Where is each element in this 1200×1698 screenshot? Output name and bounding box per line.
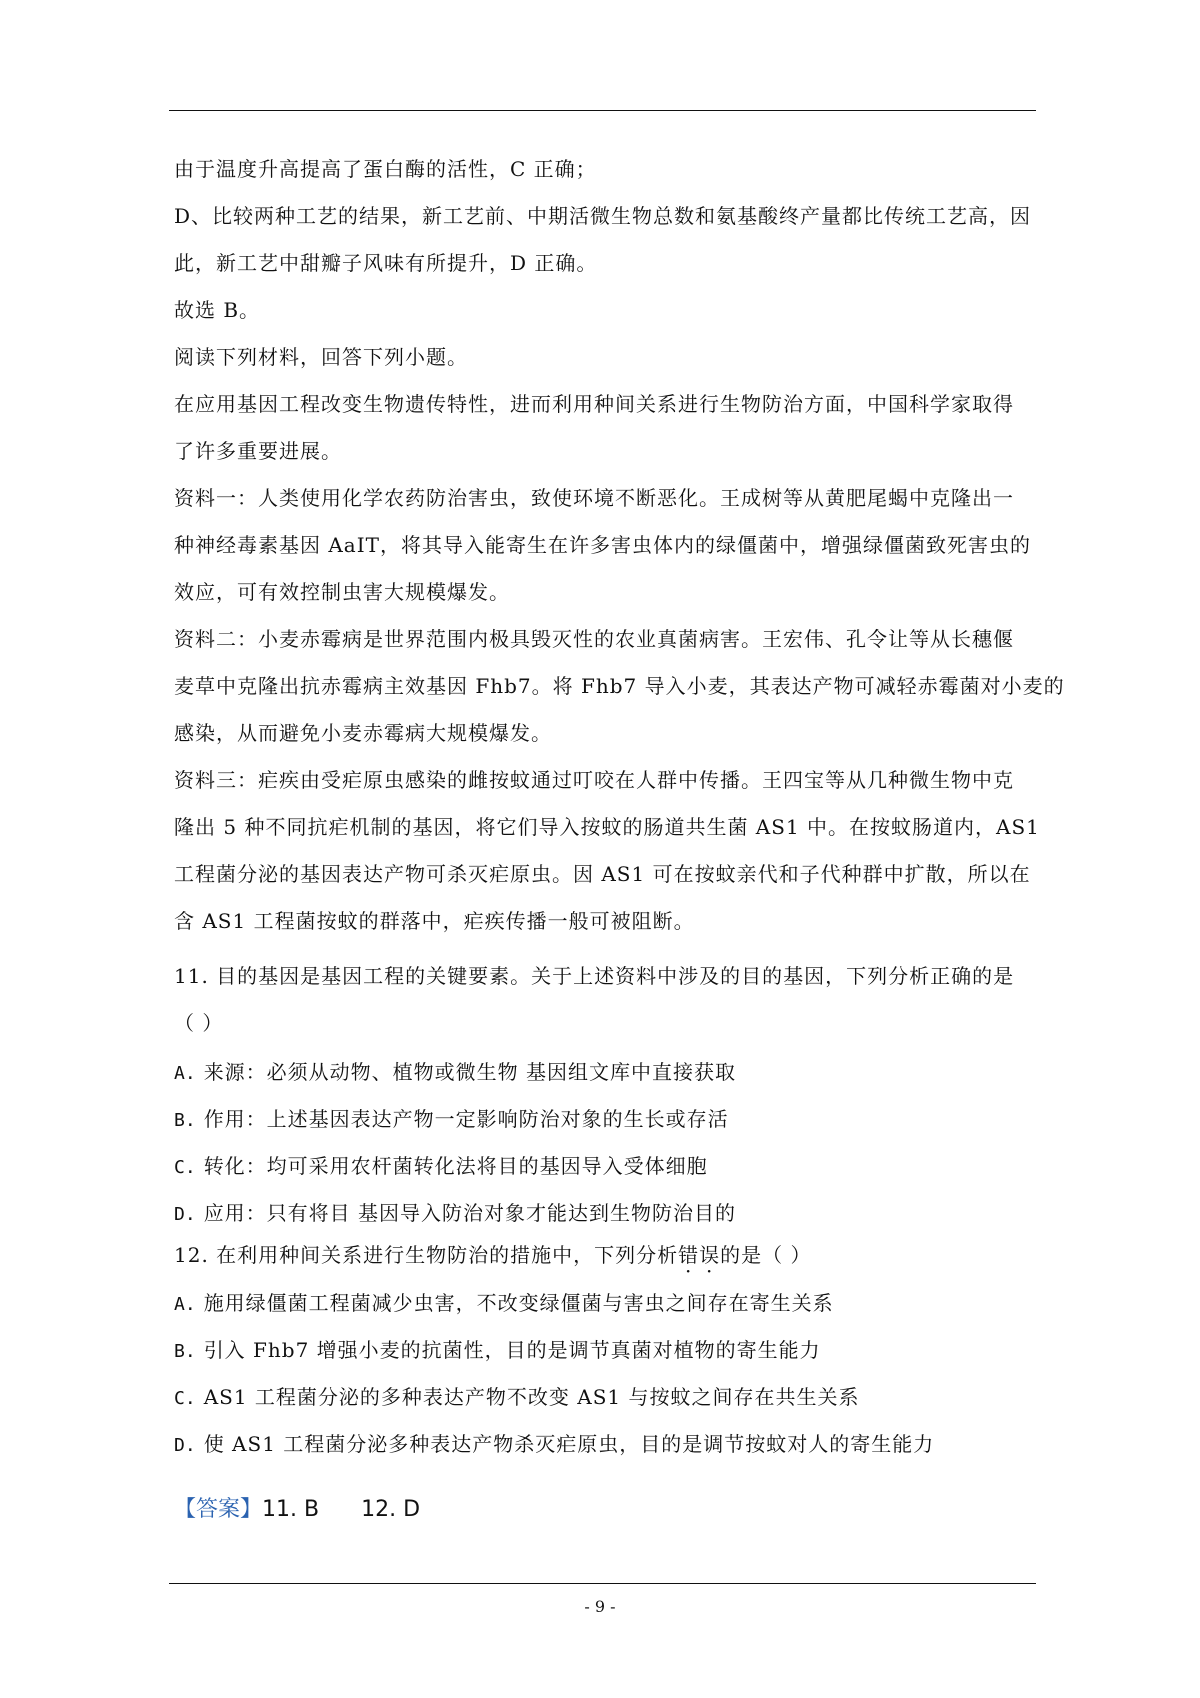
option-label: A. [174,1294,196,1315]
option-label: A. [174,1063,196,1084]
option-label: D. [174,1435,196,1456]
question-12-option-d [174,1428,934,1457]
stem-text: 的是（ ） [720,1243,812,1267]
option-text: 转化：均可采用农杆菌转化法将目的基因导入受体细胞 [203,1154,708,1178]
paragraph-line: 资料一：人类使用化学农药防治害虫，致使环境不断恶化。王成树等从黄肥尾蝎中克隆出一 [174,486,1014,510]
footer-rule [169,1583,1036,1584]
question-11-option-c [174,1150,708,1179]
option-label: C. [174,1157,196,1178]
paragraph-line: 资料三：疟疾由受疟原虫感染的雌按蚊通过叮咬在人群中传播。王四宝等从几种微生物中克 [174,768,1014,792]
option-text: 来源：必须从动物、植物或微生物 基因组文库中直接获取 [203,1060,737,1084]
paragraph-line: 隆出 5 种不同抗疟机制的基因，将它们导入按蚊的肠道共生菌 AS1 中。在按蚊肠道内，AS1 [174,815,1040,839]
paragraph-line: 故选 B。 [174,298,261,322]
emphasis-char: 误 [699,1243,721,1267]
option-text: 使 AS1 工程菌分泌多种表达产物杀灭疟原虫，目的是调节按蚊对人的寄生能力 [203,1432,935,1456]
emphasis-char: 错 [678,1243,700,1267]
paragraph-line: 效应，可有效控制虫害大规模爆发。 [174,580,510,604]
paragraph-line: 资料二：小麦赤霉病是世界范围内极具毁灭性的农业真菌病害。王宏伟、孔令让等从长穗偃 [174,627,1014,651]
option-label: B. [174,1110,196,1131]
paragraph-line: 感染，从而避免小麦赤霉病大规模爆发。 [174,721,552,745]
option-label: B. [174,1341,196,1362]
option-text: 应用：只有将目 基因导入防治对象才能达到生物防治目的 [203,1201,737,1225]
paragraph-line: 含 AS1 工程菌按蚊的群落中，疟疾传播一般可被阻断。 [174,909,695,933]
question-11-option-a [174,1056,736,1085]
paragraph-line: 工程菌分泌的基因表达产物可杀灭疟原虫。因 AS1 可在按蚊亲代和子代种群中扩散，所以在 [174,862,1031,886]
option-text: 引入 Fhb7 增强小麦的抗菌性，目的是调节真菌对植物的寄生能力 [203,1338,821,1362]
question-11-paren: （ ） [174,1011,224,1035]
answer-line [174,1492,420,1523]
paragraph-line: 在应用基因工程改变生物遗传特性，进而利用种间关系进行生物防治方面，中国科学家取得 [174,392,1014,416]
paragraph-line: 阅读下列材料，回答下列小题。 [174,345,468,369]
answer-tag: 【答案】 [174,1497,263,1522]
question-11-stem: 11. 目的基因是基因工程的关键要素。关于上述资料中涉及的目的基因，下列分析正确的是 [174,964,1015,988]
paragraph-line: 由于温度升高提高了蛋白酶的活性，C 正确； [174,157,597,181]
question-12-option-a [174,1287,834,1316]
paragraph-line: 种神经毒素基因 AaIT，将其导入能寄生在许多害虫体内的绿僵菌中，增强绿僵菌致死害虫的 [174,533,1031,557]
page-number: - 9 - [584,1597,616,1616]
question-12-option-c [174,1381,860,1410]
paragraph-line: 了许多重要进展。 [174,439,342,463]
question-11-option-b [174,1103,729,1132]
question-11-option-d [174,1197,736,1226]
option-text: 施用绿僵菌工程菌减少虫害，不改变绿僵菌与害虫之间存在寄生关系 [203,1291,834,1315]
question-12-stem [174,1239,812,1268]
option-label: D. [174,1204,196,1225]
paragraph-line: 此，新工艺中甜瓣子风味有所提升，D 正确。 [174,251,598,275]
answer-12: 12. D [361,1497,421,1522]
question-12-option-b [174,1334,821,1363]
header-rule [169,110,1036,111]
stem-text: 12. 在利用种间关系进行生物防治的措施中，下列分析 [174,1243,679,1267]
paragraph-line: 麦草中克隆出抗赤霉病主效基因 Fhb7。将 Fhb7 导入小麦，其表达产物可减轻赤霉菌对小麦的 [174,674,1065,698]
option-label: C. [174,1388,196,1409]
option-text: AS1 工程菌分泌的多种表达产物不改变 AS1 与按蚊之间存在共生关系 [203,1385,860,1409]
paragraph-line: D、比较两种工艺的结果，新工艺前、中期活微生物总数和氨基酸终产量都比传统工艺高，因 [174,204,1032,228]
option-text: 作用：上述基因表达产物一定影响防治对象的生长或存活 [203,1107,729,1131]
answer-11: 11. B [262,1497,320,1522]
